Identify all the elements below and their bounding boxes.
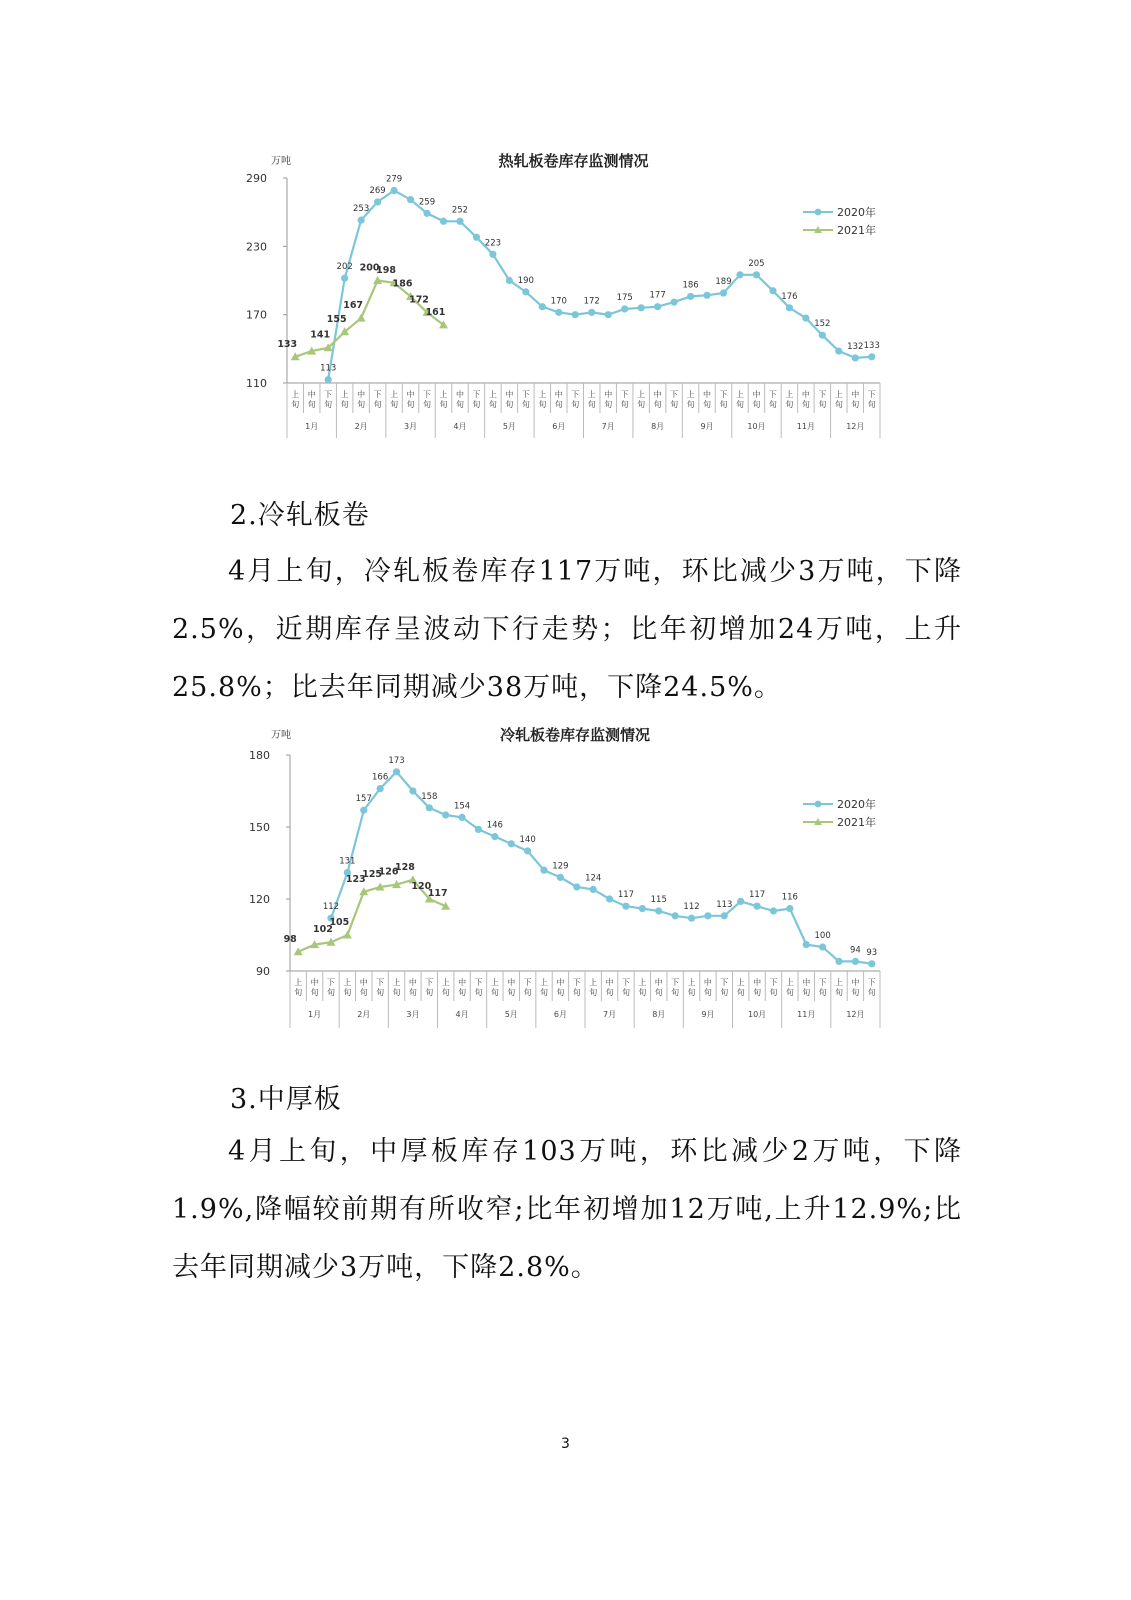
month-label: 7月 <box>603 1010 617 1019</box>
data-label: 131 <box>339 856 356 867</box>
data-point <box>407 196 414 203</box>
dekad-tick-label: 下旬 <box>818 978 827 997</box>
dekad-tick-label: 下旬 <box>571 390 580 409</box>
y-tick-label: 150 <box>249 821 270 834</box>
dekad-tick-label: 中旬 <box>703 390 712 409</box>
y-axis-unit-label: 万吨 <box>271 730 291 741</box>
dekad-tick-label: 上旬 <box>736 978 745 997</box>
data-point <box>475 826 482 833</box>
month-label: 7月 <box>601 422 615 431</box>
data-label: 112 <box>322 902 340 913</box>
dekad-tick-label: 下旬 <box>769 978 778 997</box>
dekad-tick-label: 下旬 <box>867 390 876 409</box>
dekad-tick-label: 上旬 <box>439 390 448 409</box>
dekad-tick-label: 上旬 <box>291 390 300 409</box>
data-label: 155 <box>326 313 347 325</box>
dekad-tick-label: 上旬 <box>538 390 547 409</box>
dekad-tick-label: 中旬 <box>605 978 614 997</box>
data-point <box>442 811 449 818</box>
legend-entry-label: 2021年 <box>837 816 876 829</box>
dekad-tick-label: 中旬 <box>851 978 860 997</box>
dekad-tick-label: 上旬 <box>785 978 794 997</box>
y-tick-label: 90 <box>256 965 270 978</box>
data-label: 167 <box>343 300 364 312</box>
dekad-tick-label: 下旬 <box>472 390 481 409</box>
data-label: 141 <box>310 329 331 341</box>
y-axis-unit-label: 万吨 <box>271 156 291 167</box>
dekad-tick-label: 下旬 <box>474 978 483 997</box>
data-label: 172 <box>409 294 429 306</box>
data-point <box>426 804 433 811</box>
data-label: 124 <box>585 873 602 884</box>
dekad-tick-label: 上旬 <box>294 978 303 997</box>
data-label: 120 <box>411 881 432 892</box>
data-label: 175 <box>616 292 633 303</box>
data-point <box>639 905 646 912</box>
cold-rolled-chart-svg <box>249 722 895 1034</box>
dekad-tick-label: 上旬 <box>340 390 349 409</box>
data-point <box>703 292 710 299</box>
data-point <box>522 288 529 295</box>
y-tick-label: 120 <box>249 893 270 906</box>
data-point <box>393 768 400 775</box>
data-label: 140 <box>519 835 536 845</box>
dekad-tick-label: 中旬 <box>310 978 319 997</box>
hot-rolled-chart-svg <box>246 148 895 443</box>
dekad-tick-label: 下旬 <box>818 390 827 409</box>
data-label: 200 <box>359 262 380 274</box>
data-point <box>770 907 777 914</box>
y-tick-label: 110 <box>246 377 267 390</box>
dekad-tick-label: 中旬 <box>307 390 316 409</box>
dekad-tick-label: 中旬 <box>455 390 464 409</box>
data-point <box>590 886 597 893</box>
data-label: 177 <box>649 290 666 301</box>
data-point <box>786 905 793 912</box>
data-label: 129 <box>552 861 569 872</box>
month-label: 8月 <box>651 422 665 431</box>
dekad-tick-label: 中旬 <box>851 390 860 409</box>
data-point <box>819 943 826 950</box>
dekad-tick-label: 下旬 <box>423 390 432 409</box>
dekad-tick-label: 上旬 <box>392 978 401 997</box>
dekad-tick-label: 上旬 <box>735 390 744 409</box>
month-label: 11月 <box>797 1010 816 1019</box>
data-label: 116 <box>781 892 798 903</box>
dekad-tick-label: 中旬 <box>556 978 565 997</box>
data-label: 154 <box>453 801 471 812</box>
dekad-tick-label: 上旬 <box>785 390 794 409</box>
data-label: 128 <box>394 861 415 873</box>
data-label: 93 <box>866 947 878 958</box>
data-label: 152 <box>814 319 831 330</box>
data-label: 112 <box>683 902 700 913</box>
data-label: 146 <box>486 820 503 831</box>
dekad-tick-label: 中旬 <box>458 978 467 997</box>
dekad-tick-label: 中旬 <box>357 390 366 409</box>
data-label: 223 <box>484 238 502 249</box>
data-label: 117 <box>617 890 635 901</box>
dekad-tick-label: 下旬 <box>521 390 530 409</box>
data-point <box>524 847 531 854</box>
data-label: 157 <box>355 794 372 805</box>
data-point <box>506 277 513 284</box>
month-label: 1月 <box>305 422 319 431</box>
month-label: 2月 <box>354 422 368 431</box>
data-point <box>670 299 677 306</box>
data-point <box>456 218 463 225</box>
dekad-tick-label: 中旬 <box>801 390 810 409</box>
data-point <box>622 903 629 910</box>
dekad-tick-label: 中旬 <box>752 390 761 409</box>
data-point <box>557 874 564 881</box>
dekad-tick-label: 中旬 <box>408 978 417 997</box>
data-label: 132 <box>847 341 864 352</box>
dekad-tick-label: 中旬 <box>654 978 663 997</box>
dekad-tick-label: 下旬 <box>326 978 335 997</box>
dekad-tick-label: 中旬 <box>604 390 613 409</box>
data-label: 117 <box>427 888 448 900</box>
month-label: 5月 <box>504 1010 518 1019</box>
data-label: 98 <box>283 933 297 945</box>
data-point <box>655 907 662 914</box>
data-point <box>491 833 498 840</box>
data-point <box>572 311 579 318</box>
dekad-tick-label: 中旬 <box>505 390 514 409</box>
dekad-tick-label: 下旬 <box>670 390 679 409</box>
cold-rolled-inventory-chart <box>249 722 895 1034</box>
data-point <box>605 311 612 318</box>
data-label: 186 <box>392 278 413 290</box>
dekad-tick-label: 下旬 <box>373 390 382 409</box>
dekad-tick-label: 上旬 <box>343 978 352 997</box>
data-point <box>374 198 381 205</box>
dekad-tick-label: 下旬 <box>719 390 728 409</box>
data-label: 253 <box>353 204 370 215</box>
page-number: 3 <box>561 1436 570 1452</box>
legend-entry-label: 2020年 <box>837 206 876 219</box>
data-point <box>721 912 728 919</box>
month-label: 3月 <box>403 422 418 431</box>
legend-swatch-marker <box>815 209 822 216</box>
data-label: 173 <box>388 755 405 766</box>
data-label: 105 <box>329 917 350 928</box>
data-point <box>377 785 384 792</box>
data-label: 198 <box>376 264 396 276</box>
data-point <box>390 187 397 194</box>
data-label: 133 <box>863 340 880 351</box>
data-label: 202 <box>336 262 353 273</box>
y-tick-label: 180 <box>249 749 270 762</box>
data-point <box>769 287 776 294</box>
dekad-tick-label: 中旬 <box>359 978 368 997</box>
data-point <box>654 303 661 310</box>
data-point <box>588 309 595 316</box>
data-point <box>803 941 810 948</box>
data-point <box>672 912 679 919</box>
data-label: 125 <box>362 869 383 880</box>
data-label: 186 <box>682 280 699 291</box>
dekad-tick-label: 上旬 <box>390 390 399 409</box>
month-label: 2月 <box>357 1010 371 1019</box>
data-label: 172 <box>583 296 600 307</box>
data-point <box>573 883 580 890</box>
month-label: 10月 <box>747 422 766 431</box>
data-label: 176 <box>781 291 798 302</box>
legend-entry-label: 2021年 <box>837 224 876 237</box>
month-label: 11月 <box>796 422 815 431</box>
data-label: 123 <box>345 873 366 885</box>
data-label: 113 <box>716 899 733 910</box>
dekad-tick-label: 中旬 <box>753 978 762 997</box>
dekad-tick-label: 上旬 <box>687 978 696 997</box>
data-point <box>343 931 352 939</box>
month-label: 6月 <box>552 422 566 431</box>
data-point <box>753 271 760 278</box>
dekad-tick-label: 下旬 <box>425 978 434 997</box>
dekad-tick-label: 上旬 <box>540 978 549 997</box>
dekad-tick-label: 上旬 <box>488 390 497 409</box>
data-point <box>489 251 496 258</box>
series-line <box>295 281 443 357</box>
data-label: 252 <box>451 205 469 216</box>
data-point <box>736 271 743 278</box>
data-point <box>688 915 695 922</box>
data-point <box>440 218 447 225</box>
month-label: 3月 <box>406 1010 420 1019</box>
data-point <box>606 895 613 902</box>
month-label: 5月 <box>502 422 516 431</box>
dekad-tick-label: 下旬 <box>523 978 532 997</box>
data-point <box>835 958 842 965</box>
data-label: 189 <box>715 277 732 288</box>
data-point <box>835 348 842 355</box>
y-tick-label: 290 <box>246 172 267 185</box>
data-label: 269 <box>369 185 386 196</box>
dekad-tick-label: 中旬 <box>554 390 563 409</box>
data-point <box>341 275 348 282</box>
legend-swatch-marker <box>815 801 822 808</box>
month-label: 6月 <box>553 1010 567 1019</box>
data-point <box>508 840 515 847</box>
dekad-tick-label: 中旬 <box>703 978 712 997</box>
month-label: 4月 <box>453 422 467 431</box>
section-heading-cold-rolled: 2.冷轧板卷 <box>230 500 370 531</box>
legend-entry-label: 2020年 <box>837 798 876 811</box>
dekad-tick-label: 上旬 <box>637 390 646 409</box>
data-label: 102 <box>313 924 333 936</box>
data-point <box>409 787 416 794</box>
dekad-tick-label: 上旬 <box>587 390 596 409</box>
data-point <box>473 234 480 241</box>
dekad-tick-label: 上旬 <box>835 978 844 997</box>
dekad-tick-label: 下旬 <box>572 978 581 997</box>
chart-title: 热轧板卷库存监测情况 <box>498 152 649 170</box>
data-label: 161 <box>425 306 446 318</box>
data-point <box>458 814 465 821</box>
data-point <box>868 353 875 360</box>
data-label: 259 <box>418 197 436 208</box>
dekad-tick-label: 下旬 <box>867 978 876 997</box>
data-label: 190 <box>517 275 534 286</box>
dekad-tick-label: 下旬 <box>376 978 385 997</box>
y-tick-label: 170 <box>246 308 267 322</box>
dekad-tick-label: 下旬 <box>720 978 729 997</box>
month-label: 8月 <box>652 1010 666 1019</box>
data-label: 158 <box>421 791 438 802</box>
dekad-tick-label: 上旬 <box>834 390 843 409</box>
data-label: 100 <box>814 931 831 941</box>
data-label: 166 <box>372 772 389 783</box>
data-label: 117 <box>748 890 766 901</box>
dekad-tick-label: 上旬 <box>589 978 598 997</box>
data-point <box>802 314 809 321</box>
dekad-tick-label: 下旬 <box>671 978 680 997</box>
month-label: 1月 <box>308 1010 322 1019</box>
data-label: 279 <box>385 174 403 185</box>
data-point <box>357 314 366 322</box>
month-label: 10月 <box>747 1010 767 1019</box>
dekad-tick-label: 上旬 <box>638 978 647 997</box>
data-point <box>704 912 711 919</box>
dekad-tick-label: 中旬 <box>653 390 662 409</box>
dekad-tick-label: 下旬 <box>620 390 629 409</box>
dekad-tick-label: 上旬 <box>490 978 499 997</box>
y-tick-label: 230 <box>246 240 267 254</box>
dekad-tick-label: 中旬 <box>507 978 516 997</box>
dekad-tick-label: 上旬 <box>441 978 450 997</box>
data-label: 126 <box>378 866 399 878</box>
data-point <box>358 217 365 224</box>
data-point <box>539 303 546 310</box>
data-point <box>687 293 694 300</box>
paragraph-cold-rolled: 4月上旬，冷轧板卷库存117万吨，环比减少3万吨，下降2.5%，近期库存呈波动下行走势；比年初增加24万吨，上升25.8%；比去年同期减少38万吨，下降24.5%。 <box>172 556 962 703</box>
data-point <box>753 903 760 910</box>
data-label: 115 <box>650 895 667 905</box>
paragraph-medium-plate: 4月上旬，中厚板库存103万吨，环比减少2万吨，下降1.9%,降幅较前期有所收窄;比年初增加12万吨,上升12.9%;比去年同期减少3万吨，下降2.8%。 <box>172 1136 962 1283</box>
section-heading-medium-plate: 3.中厚板 <box>230 1084 342 1115</box>
data-point <box>786 304 793 311</box>
month-label: 9月 <box>700 422 714 431</box>
dekad-tick-label: 下旬 <box>621 978 630 997</box>
data-point <box>852 354 859 361</box>
data-point <box>868 960 875 967</box>
month-label: 9月 <box>701 1010 715 1019</box>
month-label: 12月 <box>846 422 865 431</box>
chart-title: 冷轧板卷库存监测情况 <box>499 726 651 744</box>
data-label: 94 <box>850 945 861 956</box>
data-point <box>540 867 547 874</box>
data-point <box>621 305 628 312</box>
data-point <box>852 958 859 965</box>
data-label: 133 <box>277 338 298 350</box>
data-point <box>423 210 430 217</box>
data-point <box>737 898 744 905</box>
data-point <box>360 807 367 814</box>
data-point <box>720 289 727 296</box>
dekad-tick-label: 中旬 <box>406 390 415 409</box>
dekad-tick-label: 下旬 <box>768 390 777 409</box>
data-point <box>638 304 645 311</box>
data-label: 170 <box>550 296 567 307</box>
month-label: 4月 <box>455 1010 469 1019</box>
data-point <box>555 309 562 316</box>
dekad-tick-label: 中旬 <box>802 978 811 997</box>
data-point <box>819 332 826 339</box>
data-label: 205 <box>748 258 765 269</box>
dekad-tick-label: 上旬 <box>686 390 695 409</box>
month-label: 12月 <box>846 1010 865 1019</box>
data-label: 113 <box>320 363 337 374</box>
dekad-tick-label: 下旬 <box>324 390 333 409</box>
data-point <box>325 376 332 383</box>
hot-rolled-inventory-chart <box>246 148 895 443</box>
